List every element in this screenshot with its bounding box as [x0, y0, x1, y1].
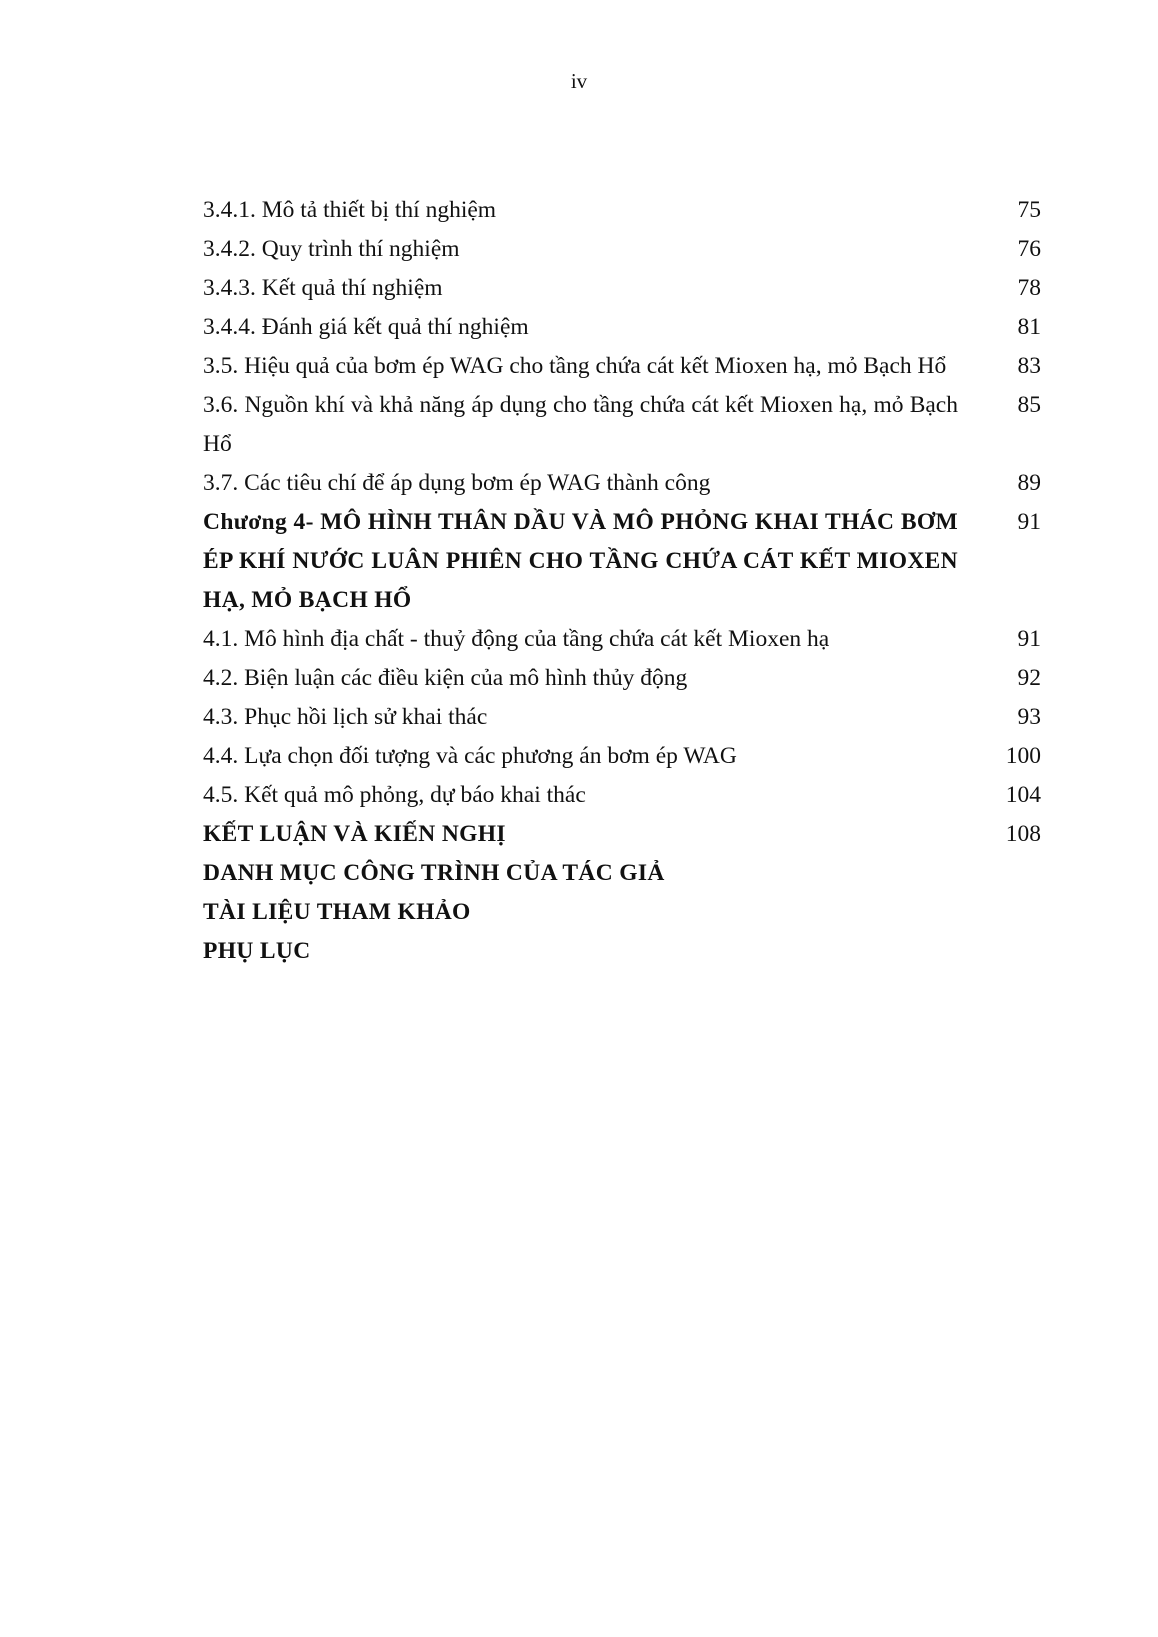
- toc-entry-page: 81: [1017, 314, 1041, 340]
- toc-entry-title: 4.1. Mô hình địa chất - thuỷ động của tầng chứa cát kết Mioxen hạ: [203, 626, 830, 652]
- toc-entry-title: 4.2. Biện luận các điều kiện của mô hình thủy động: [203, 665, 688, 691]
- toc-entry: [203, 737, 1041, 776]
- table-of-contents: [203, 191, 1041, 971]
- toc-entry: [203, 191, 1041, 230]
- toc-entry: [203, 464, 1041, 503]
- toc-entry-title: 3.4.3. Kết quả thí nghiệm: [203, 275, 443, 301]
- toc-entry-page: 93: [1017, 704, 1041, 730]
- toc-entry-title: DANH MỤC CÔNG TRÌNH CỦA TÁC GIẢ: [203, 860, 665, 886]
- toc-chapter-entry: [203, 503, 1041, 620]
- toc-entry-title: 4.4. Lựa chọn đối tượng và các phương án bơm ép WAG: [203, 743, 737, 769]
- toc-entry-page: 91: [1017, 626, 1041, 652]
- toc-entry-title: TÀI LIỆU THAM KHẢO: [203, 899, 471, 925]
- toc-entry: [203, 620, 1041, 659]
- toc-entry-title: 3.5. Hiệu quả của bơm ép WAG cho tầng chứa cát kết Mioxen hạ, mỏ Bạch Hổ: [203, 353, 947, 379]
- toc-entry: [203, 776, 1041, 815]
- toc-entry-page: 75: [1017, 197, 1041, 223]
- toc-entry: [203, 347, 1041, 386]
- toc-chapter-entry: [203, 854, 1041, 893]
- toc-chapter-entry: [203, 893, 1041, 932]
- toc-entry-page: 92: [1017, 665, 1041, 691]
- toc-entry-page: 76: [1017, 236, 1041, 262]
- toc-entry-page: 91: [1017, 509, 1041, 535]
- toc-entry-page: 83: [1017, 353, 1041, 379]
- toc-entry-title: PHỤ LỤC: [203, 938, 311, 964]
- toc-entry-page: 108: [1005, 821, 1041, 847]
- toc-entry-title: 4.3. Phục hồi lịch sử khai thác: [203, 704, 488, 730]
- toc-entry-title: 3.7. Các tiêu chí để áp dụng bơm ép WAG thành công: [203, 470, 711, 496]
- toc-entry: [203, 386, 1041, 464]
- toc-entry-title: 3.4.1. Mô tả thiết bị thí nghiệm: [203, 197, 497, 223]
- toc-entry-title: 3.4.2. Quy trình thí nghiệm: [203, 236, 460, 262]
- toc-chapter-entry: [203, 815, 1041, 854]
- toc-chapter-entry: [203, 932, 1041, 971]
- toc-entry-title: Chương 4- MÔ HÌNH THÂN DẦU VÀ MÔ PHỎNG KHAI THÁC BƠM ÉP KHÍ NƯỚC LUÂN PHIÊN CHO TẦNG CHỨA CÁT KẾT MIOXEN HẠ, MỎ BẠCH HỔ: [203, 509, 958, 613]
- toc-entry-page: 104: [1005, 782, 1041, 808]
- toc-entry: [203, 698, 1041, 737]
- toc-entry-page: 85: [1017, 392, 1041, 418]
- toc-entry-title: 4.5. Kết quả mô phỏng, dự báo khai thác: [203, 782, 586, 808]
- toc-entry: [203, 269, 1041, 308]
- toc-entry-title: KẾT LUẬN VÀ KIẾN NGHỊ: [203, 821, 506, 847]
- toc-entry-page: 100: [1005, 743, 1041, 769]
- toc-entry-title: 3.6. Nguồn khí và khả năng áp dụng cho tầng chứa cát kết Mioxen hạ, mỏ Bạch Hổ: [203, 392, 958, 457]
- page-number: iv: [570, 69, 588, 93]
- toc-entry-page: 78: [1017, 275, 1041, 301]
- toc-entry-page: 89: [1017, 470, 1041, 496]
- toc-entry-title: 3.4.4. Đánh giá kết quả thí nghiệm: [203, 314, 529, 340]
- toc-entry: [203, 230, 1041, 269]
- toc-entry: [203, 659, 1041, 698]
- toc-entry: [203, 308, 1041, 347]
